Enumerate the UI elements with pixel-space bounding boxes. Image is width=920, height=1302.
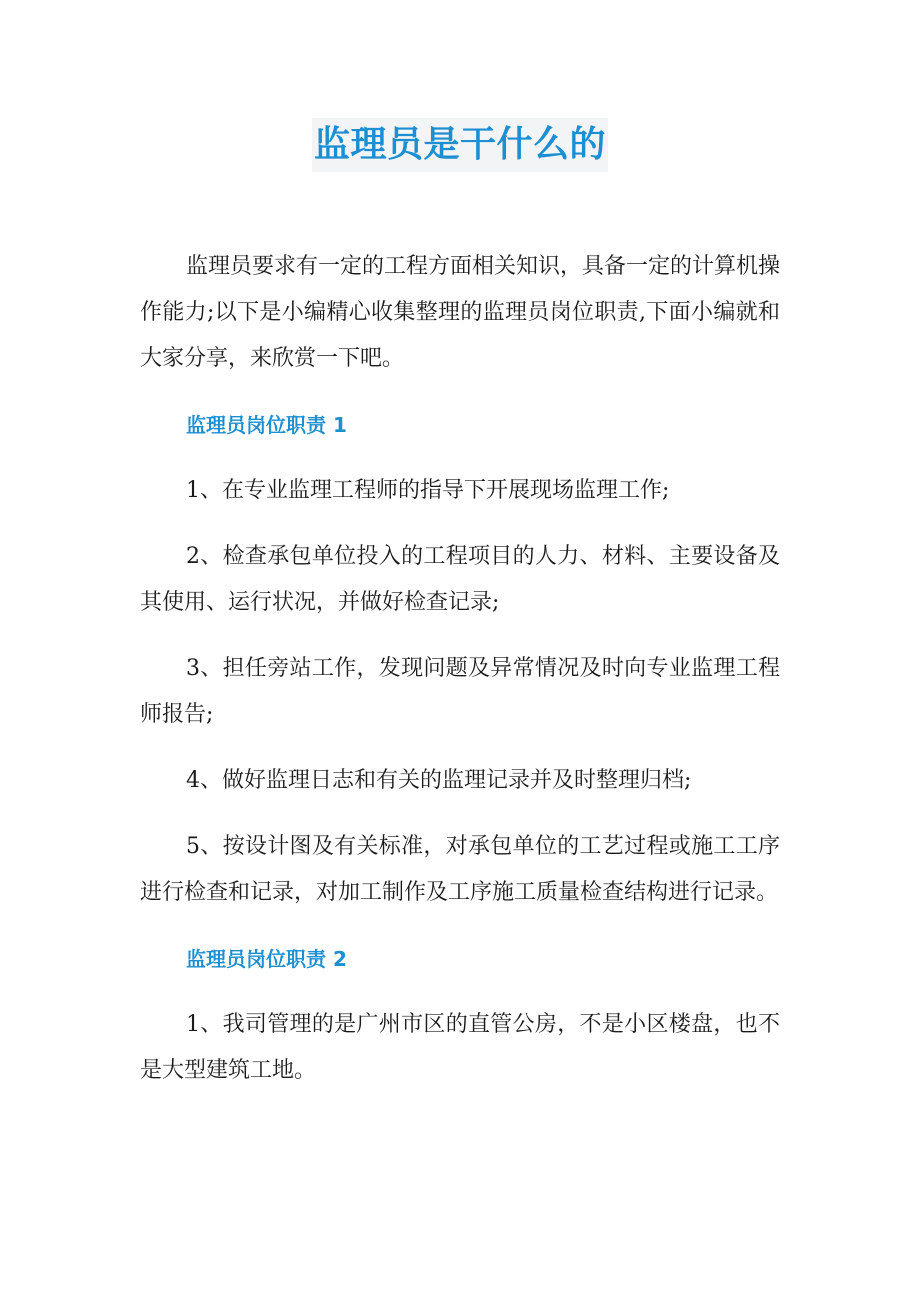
duty-item: 2、检查承包单位投入的工程项目的人力、材料、主要设备及其使用、运行状况，并做好检查记录; (140, 544, 780, 615)
title-container (0, 118, 920, 172)
duty-item: 5、按设计图及有关标准，对承包单位的工艺过程或施工工序进行检查和记录，对加工制作及工序施工质量检查结构进行记录。 (140, 834, 780, 905)
section-heading: 监理员岗位职责 2 (186, 947, 347, 971)
page-title: 监理员是干什么的 (312, 118, 608, 172)
section-1 (140, 402, 780, 916)
intro-paragraph: 监理员要求有一定的工程方面相关知识，具备一定的计算机操作能力;以下是小编精心收集整理的监理员岗位职责,下面小编就和大家分享，来欣赏一下吧。 (140, 254, 781, 371)
section-2 (140, 936, 780, 1094)
document-body (140, 244, 780, 1114)
duty-item: 4、做好监理日志和有关的监理记录并及时整理归档; (186, 768, 692, 793)
duty-item: 1、在专业监理工程师的指导下开展现场监理工作; (186, 478, 670, 503)
duty-item: 1、我司管理的是广州市区的直管公房，不是小区楼盘，也不是大型建筑工地。 (140, 1012, 780, 1083)
duty-item: 3、担任旁站工作，发现问题及异常情况及时向专业监理工程师报告; (140, 656, 780, 727)
section-heading: 监理员岗位职责 1 (186, 413, 347, 437)
